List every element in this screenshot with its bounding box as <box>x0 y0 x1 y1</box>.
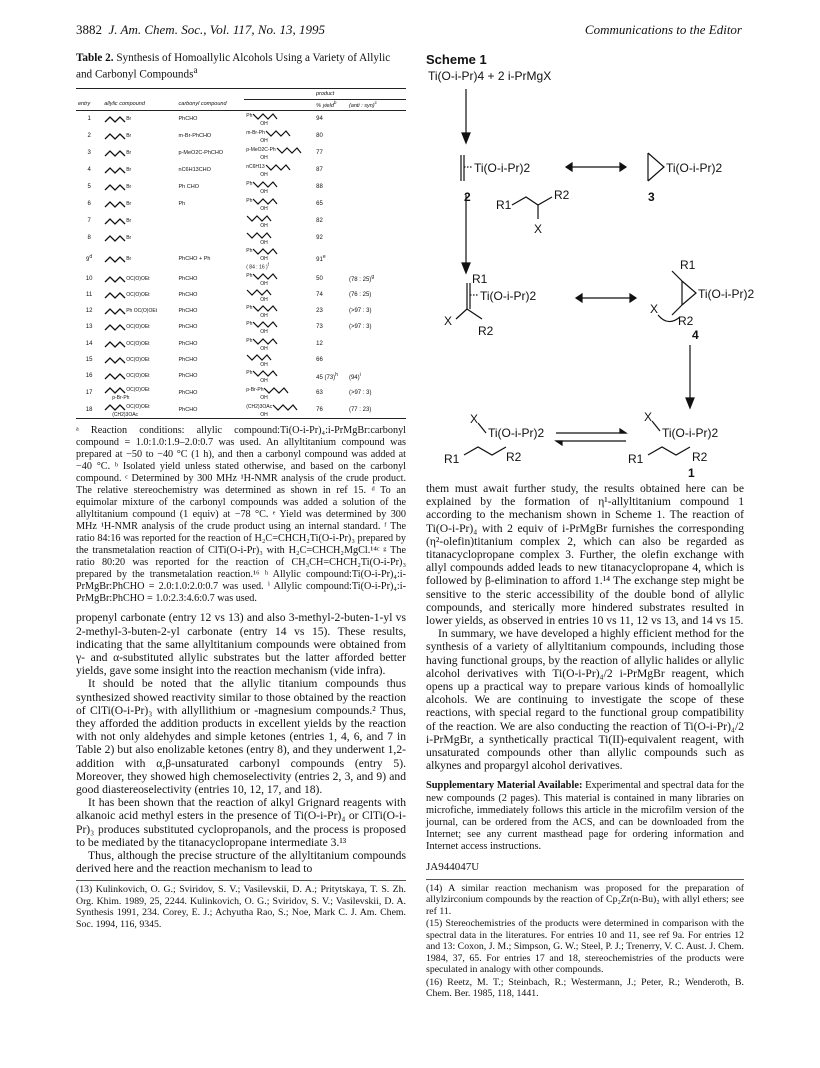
hydroxyl-label: OH <box>260 188 268 195</box>
hydroxyl-label: OH <box>260 296 268 303</box>
product-substituent: Ph <box>246 112 253 119</box>
x-label: X <box>534 222 543 236</box>
yield-value: 50 <box>316 275 323 282</box>
hydroxyl-label: OH <box>260 120 268 127</box>
product-substituent: Ph <box>246 304 253 311</box>
allylic-structure <box>102 178 176 195</box>
anti-syn-ratio: (>97 : 3) <box>348 390 372 397</box>
r2-label: R2 <box>554 188 570 202</box>
paragraph: Thus, although the precise structure of the allyltitanium compounds derived here and the reaction mechanism to lead to <box>76 849 406 876</box>
leaving-group-label: OC(O)OEt <box>126 340 150 347</box>
homoallyl-skeleton <box>252 111 278 121</box>
product-substituent: Ph <box>246 272 253 279</box>
product-structure <box>244 352 314 368</box>
r2-label: R2 <box>678 314 694 328</box>
header-citation <box>76 22 325 38</box>
right-body-text <box>426 482 744 772</box>
page-number: 3882 <box>76 22 102 37</box>
carbonyl-compound: PhCHO <box>178 390 198 397</box>
r1-label: R1 <box>680 258 696 272</box>
carbonyl-compound <box>177 229 245 246</box>
carbonyl-compound: PhCHO <box>177 402 245 419</box>
allyl-skeleton <box>104 339 126 349</box>
product-structure <box>244 195 314 212</box>
paragraph: It has been shown that the reaction of alkyl Grignard reagents with alkanoic acid methyl esters in the presence of Ti(O-i-Pr)₄ or ClTi(O-i-Pr)₃ produces substituted cyclopropanols, and the process is proposed to be mediated by the titanacyclopropane intermediate 3.¹³ <box>76 796 406 849</box>
entry-number: 15 <box>85 356 93 363</box>
yield-value: 88 <box>316 183 323 190</box>
allyl-skeleton <box>104 306 126 316</box>
allylic-structure <box>102 287 176 303</box>
product-structure <box>244 402 314 419</box>
anti-syn-ratio <box>347 246 406 271</box>
journal-name: J. Am. Chem. Soc., Vol. 117, No. 13, 1995 <box>108 22 326 37</box>
hydroxyl-label: OH <box>260 378 268 385</box>
col-ratio: (anti : syn)$^c$ <box>347 99 406 110</box>
leaving-group-label: Br <box>126 200 132 207</box>
entry-number: 10 <box>85 275 93 282</box>
table-row <box>76 195 406 212</box>
anti-syn-ratio: (>97 : 3) <box>348 324 372 331</box>
carbonyl-compound: PhCHO <box>178 373 198 380</box>
homoallyl-skeleton <box>246 230 272 240</box>
allylic-structure <box>102 144 176 161</box>
ti-group-4: Ti(O-i-Pr)2 <box>698 287 755 301</box>
leaving-group-label: OC(O)OEt <box>126 291 150 298</box>
allyl-skeleton <box>104 274 126 284</box>
table-row <box>76 271 406 287</box>
ti-group-bl: Ti(O-i-Pr)2 <box>488 426 545 440</box>
allylic-structure <box>102 161 176 178</box>
r2-label: R2 <box>478 324 494 338</box>
allylic-structure <box>102 368 176 385</box>
product-structure <box>244 110 314 127</box>
yield-value: 66 <box>316 356 323 363</box>
yield-value: 23 <box>316 307 323 314</box>
hydroxyl-label: OH <box>260 154 268 161</box>
col-allylic: allylic compound <box>102 99 176 110</box>
hydroxyl-label: OH <box>260 205 268 212</box>
anti-syn-ratio <box>347 178 406 195</box>
table-row <box>76 110 406 127</box>
anti-syn-ratio: (77 : 23) <box>347 402 406 419</box>
homoallyl-skeleton <box>246 287 272 297</box>
carbonyl-compound: PhCHO <box>178 324 198 331</box>
r2-label: R2 <box>506 450 522 464</box>
leaving-group-label: OC(O)OEt <box>126 404 150 411</box>
compound-1-label: 1 <box>688 466 695 480</box>
allyl-skeleton <box>104 131 126 141</box>
compound-4-label: 4 <box>692 328 699 342</box>
product-substituent: m-Br-Ph <box>246 129 265 136</box>
anti-syn-ratio <box>347 229 406 246</box>
entry-number: 5 <box>87 183 91 190</box>
homoallyl-skeleton <box>265 162 291 172</box>
yield-value: 74 <box>316 291 323 298</box>
product-substituent: Ph <box>246 337 253 344</box>
product-substituent: p-MeO2C-Ph <box>246 146 276 153</box>
leaving-group-label: Br <box>126 115 132 122</box>
yield-value: 73 <box>316 324 323 331</box>
scheme-diagram <box>426 83 755 480</box>
allylic-structure <box>102 229 176 246</box>
right-footnotes <box>426 879 744 1000</box>
entry-number: 6 <box>87 200 91 207</box>
ti-group-br: Ti(O-i-Pr)2 <box>662 426 719 440</box>
anti-syn-ratio <box>347 352 406 368</box>
homoallyl-skeleton <box>246 213 272 223</box>
hydroxyl-label: OH <box>260 222 268 229</box>
yield-value: 80 <box>316 132 323 139</box>
table-label: Table 2. <box>76 52 114 64</box>
allyl-skeleton <box>104 182 126 192</box>
carbonyl-compound <box>177 212 245 229</box>
anti-syn-ratio: (76 : 25) <box>348 291 372 298</box>
hydroxyl-label: OH <box>260 239 268 246</box>
allyl-skeleton <box>104 254 126 264</box>
allyl-skeleton <box>104 290 126 300</box>
ti-group-complex: Ti(O-i-Pr)2 <box>480 289 537 303</box>
hydroxyl-label: OH <box>260 171 268 178</box>
leaving-group-label: Br <box>126 217 132 224</box>
paragraph: In summary, we have developed a highly efficient method for the synthesis of a variety of allyltitanium compounds, including those having functional groups, by the reaction of allylic halides or allylic alcohol derivatives with Ti(O-i-Pr)₄/2 i-PrMgBr reagent, which opens up a practical way to prepare various kinds of homoallylic alcohols. We are continuing to investigate the scope of these reactions, with special regard to the functional group compatibility of the reaction. We are also conducting the reaction of Ti(O-i-Pr)₄/2 i-PrMgBr, a synthetically practical Ti(II)-equivalent reagent, with unsaturated compounds other than allylic compounds such as alkynes and propargyl alcohol derivatives. <box>426 627 744 773</box>
allyl-skeleton <box>104 165 126 175</box>
homoallyl-skeleton <box>252 196 278 206</box>
allylic-structure <box>102 110 176 127</box>
footnote: (14) A similar reaction mechanism was proposed for the preparation of allylzirconium compounds by the reaction of Cp₂Zr(n-Bu)₂ with allyl ethers; see ref 11. <box>426 882 744 917</box>
hydroxyl-label: OH <box>260 329 268 336</box>
hydroxyl-label: OH <box>260 395 268 402</box>
table-row <box>76 229 406 246</box>
carbonyl-compound: PhCHO <box>178 356 198 363</box>
table-caption-text: Synthesis of Homoallylic Alcohols Using a Variety of Allylic and Carbonyl Compounds <box>76 52 391 81</box>
carbonyl-compound: Ph <box>178 200 186 207</box>
anti-syn-ratio: (78 : 25)$^g$ <box>348 274 375 284</box>
carbonyl-compound: Ph CHO <box>178 183 199 190</box>
leaving-group-label: Ph OC(O)OEt <box>126 307 158 314</box>
ti-group-2: Ti(O-i-Pr)2 <box>474 161 531 175</box>
allyl-skeleton <box>104 114 126 124</box>
homoallyl-skeleton <box>252 303 278 313</box>
product-structure <box>244 368 314 385</box>
table-row <box>76 368 406 385</box>
carbonyl-compound: PhCHO <box>178 340 198 347</box>
col-product: product <box>244 88 406 99</box>
yield-value: 87 <box>316 166 323 173</box>
allyl-skeleton <box>104 355 126 365</box>
table-row <box>76 402 406 419</box>
carbonyl-compound: m-Br-PhCHO <box>178 132 212 139</box>
yield-value: 94 <box>316 115 323 122</box>
hydroxyl-label: OH <box>260 280 268 287</box>
allylic-structure <box>102 195 176 212</box>
left-footnotes <box>76 880 406 930</box>
entry-number: 11 <box>85 291 93 298</box>
carbonyl-compound: p-MeO2C-PhCHO <box>178 149 224 156</box>
yield-value: 92 <box>316 234 323 241</box>
product-substituent: p-Br-Ph <box>246 387 264 394</box>
product-structure <box>244 319 314 336</box>
carbonyl-compound: nC6H13CHO <box>178 166 211 173</box>
arrow-head <box>462 133 470 143</box>
allylic-structure <box>102 385 176 402</box>
product-structure <box>244 336 314 352</box>
anti-syn-ratio: (>97 : 3) <box>348 307 372 314</box>
product-substituent: Ph <box>246 321 253 328</box>
right-column <box>426 52 755 1001</box>
anti-syn-ratio: $(94)^i$ <box>348 371 361 381</box>
homoallyl-skeleton <box>252 319 278 329</box>
leaving-group-label: Br <box>126 183 132 190</box>
homoallyl-skeleton <box>263 385 289 395</box>
ti-group-3: Ti(O-i-Pr)2 <box>666 161 723 175</box>
hydroxyl-label: OH <box>260 361 268 368</box>
col-yield: % yield$^b$ <box>314 99 347 110</box>
yield-value: 91e <box>316 254 326 264</box>
footnote: (16) Reetz, M. T.; Steinbach, R.; Westermann, J.; Peter, R.; Wenderoth, B. Chem. Ber. 1985, 118, 1441. <box>426 976 744 1000</box>
allylic-structure <box>102 402 176 419</box>
left-body-text <box>76 611 406 875</box>
allyl-skeleton <box>104 199 126 209</box>
product-structure <box>244 287 314 303</box>
table-row <box>76 319 406 336</box>
product-substituent: Ph <box>246 180 253 187</box>
homoallyl-skeleton <box>276 145 302 155</box>
yield-value: 12 <box>316 340 323 347</box>
product-structure <box>244 178 314 195</box>
x-label: X <box>644 410 653 424</box>
entry-number: 4 <box>87 166 91 173</box>
allyl-skeleton <box>104 371 126 381</box>
product-substituent: nC6H13 <box>246 163 265 170</box>
paragraph: propenyl carbonate (entry 12 vs 13) and also 3-methyl-2-buten-1-yl vs 2-methyl-3-buten-2-yl carbonate (entry 14 vs 15). These results, indicating that the same allyltitanium compounds were obtained from γ- and α-substituted allylic substrates but the latter afforded better yields, gave some insight into the reaction mechanism (vide infra). <box>76 611 406 678</box>
hydroxyl-label: OH <box>260 312 268 319</box>
col-entry: entry <box>76 99 102 110</box>
product-ratio: ( 84 : 16 )$^f$ <box>246 262 269 271</box>
product-structure <box>244 246 314 271</box>
leaving-group-label: Br <box>126 132 132 139</box>
product-substituent: (CH2)3OAc <box>246 404 273 411</box>
allyl-skeleton <box>104 402 126 412</box>
table-row <box>76 144 406 161</box>
footnote: (15) Stereochemistries of the products were determined in comparison with the spectral data in the literatures. For entries 10 and 11, see ref 9a. For entries 12 and 13: Coxon, J. M.; Simpson, G. W.; Steel, P. J.; Trenerry, V. C. Aust. J. Chem. 1984, 37, 65. For entries 17 and 18, stereochemistries of the products were speculated in analogy with other compounds. <box>426 918 744 976</box>
homoallyl-skeleton <box>252 336 278 346</box>
paragraph: It should be noted that the allylic titanium compounds thus synthesized showed reactivity similar to those obtained by the reaction of ClTi(O-i-Pr)₃ with allyllithium or -magnesium compounds.² Thus, they afforded the addition products in excellent yields by the reaction with not only aldehydes and simple ketones (entries 1, 4, 6, and 7 in Table 2) but also enolizable ketones (entry 8), and they underwent 1,2-addition with α,β-unsaturated carbonyl compounds (entry 5). Moreover, they showed high chemoselectivity (entries 2, 3, and 9) and good diastereoselectivity (entries 10, 12, 17, and 18). <box>76 677 406 797</box>
leaving-group-label: Br <box>126 255 132 262</box>
product-structure <box>244 385 314 402</box>
substituent-label: (CH2)3OAc <box>112 412 139 419</box>
leaving-group-label: OC(O)OEt <box>126 373 150 380</box>
allyl-skeleton <box>104 233 126 243</box>
anti-syn-ratio <box>347 110 406 127</box>
allyl-skeleton <box>104 385 126 395</box>
table-row <box>76 352 406 368</box>
yield-value: 82 <box>316 217 323 224</box>
homoallyl-skeleton <box>252 179 278 189</box>
leaving-group-label: OC(O)OEt <box>126 387 150 394</box>
entry-number: 14 <box>85 340 93 347</box>
allylic-structure <box>102 336 176 352</box>
homoallyl-skeleton <box>252 246 278 256</box>
carbonyl-compound: PhCHO <box>178 115 198 122</box>
yield-value: 77 <box>316 149 323 156</box>
paragraph: them must await further study, the results obtained here can be explained by the formation of η¹-allyltitanium compound 1 according to the mechanism shown in Scheme 1. The reaction of Ti(O-i-Pr)₄ with 2 equiv of i-PrMgBr furnishes the corresponding (η²-olefin)titanium complex 2, which can also be regarded as titanacyclopropane complex 3. Further, the olefin exchange with allyl compounds added leads to new titanacyclopropane 4, which is followed by β-elimination to afford 1.¹⁴ The exchange step might be sensitive to the steric accessibility of the double bond of allylic compounds, and sterically more hindered substrates resulted in lower yields, as observed in entries 10 vs 11, 12 vs 13, and 14 vs 15. <box>426 482 744 628</box>
product-structure <box>244 144 314 161</box>
product-structure <box>244 161 314 178</box>
left-column <box>76 52 406 931</box>
entry-number: 16 <box>85 373 93 380</box>
entry-number: 17 <box>85 390 93 397</box>
carbonyl-compound: PhCHO <box>178 291 198 298</box>
entry-number: 12 <box>85 307 93 314</box>
product-structure <box>244 212 314 229</box>
x-label: X <box>650 302 659 316</box>
homoallyl-skeleton <box>265 128 291 138</box>
entry-number: 18 <box>76 402 102 419</box>
col-carbonyl: carbonyl compound <box>177 99 245 110</box>
section-title: Communications to the Editor <box>584 22 742 37</box>
product-substituent: Ph <box>246 197 253 204</box>
entry-number: 8 <box>87 234 91 241</box>
table-caption-mark: a <box>193 66 198 76</box>
yield-value: 45 $(73)^h$ <box>316 371 338 381</box>
anti-syn-ratio <box>347 212 406 229</box>
anti-syn-ratio <box>347 161 406 178</box>
allylic-structure <box>102 271 176 287</box>
anti-syn-ratio <box>347 144 406 161</box>
carbonyl-compound: PhCHO <box>178 275 198 282</box>
product-structure <box>244 303 314 319</box>
table-footnotes: ᵃ Reaction conditions: allylic compound:Ti(O-i-Pr)₄:i-PrMgBr:carbonyl compound = 1.0:1.0:1.9–2.0:0.7 was used. An allyltitanium compound was prepared at −50 to −40 °C (1 h), and then a carbonyl compound was added at −40 °C. ᵇ Isolated yield unless stated otherwise, and based on the carbonyl compound. ᶜ Determined by 300 MHz ¹H-NMR analysis of the crude product. The relative stereochemistry was determined as shown in ref 15. ᵈ To an equimolar mixture of the carbonyl compounds was added a solution of the allyltitanium compound (1 equiv) at −78 °C. ᵉ Yield was determined by 300 MHz ¹H-NMR analysis of the crude product using an internal standard. ᶠ The ratio 84:16 was reported for the reaction of H₂C=CHCH₂Ti(O-i-Pr)₃ prepared by the transmetalation reaction of ClTi(O-i-Pr)₃ with H₂C=CHCH₂MgCl.¹⁴ᶜ ᵍ The ratio 80:20 was reported for the reaction of CH₃CH=CHCH₂Ti(O-i-Pr)₃ prepared by the transmetalation reaction.¹⁶ ʰ Allylic compound:Ti(O-i-Pr)₄:i-PrMgBr:PhCHO = 2.0:1.0:2.0:0.7 was used. ⁱ Allylic compound:Ti(O-i-Pr)₄:i-PrMgBr:PhCHO = 1.0:2.3:4.6:0.7 was used. <box>76 425 406 605</box>
entry-number: 1 <box>87 115 91 122</box>
entry-number: 7 <box>87 217 91 224</box>
x-label: X <box>470 412 479 426</box>
leaving-group-label: OC(O)OEt <box>126 356 150 363</box>
allylic-structure <box>102 212 176 229</box>
product-substituent: Ph <box>246 248 253 255</box>
carbonyl-compound: PhCHO <box>178 307 198 314</box>
table-row <box>76 385 406 402</box>
r1-label: R1 <box>628 452 644 466</box>
homoallyl-skeleton <box>252 368 278 378</box>
scheme-1 <box>426 52 755 480</box>
homoallyl-skeleton <box>272 402 298 412</box>
anti-syn-ratio <box>347 127 406 144</box>
yield-value: 76 <box>314 402 347 419</box>
table-row <box>76 336 406 352</box>
entry-number: 13 <box>85 324 93 331</box>
leaving-group-label: OC(O)OEt <box>126 324 150 331</box>
hydroxyl-label: OH <box>260 137 268 144</box>
allylic-structure <box>102 303 176 319</box>
allylic-structure <box>102 319 176 336</box>
allylic-structure <box>102 352 176 368</box>
anti-syn-ratio <box>347 336 406 352</box>
allylic-structure <box>102 246 176 271</box>
leaving-group-label: Br <box>126 166 132 173</box>
product-structure <box>244 229 314 246</box>
product-substituent: Ph <box>246 370 253 377</box>
table-row <box>76 161 406 178</box>
supplementary-material <box>426 780 744 853</box>
entry-number: 9$^d$ <box>86 254 93 264</box>
compound-2-label: 2 <box>464 190 471 204</box>
table-row <box>76 287 406 303</box>
product-structure <box>244 271 314 287</box>
carbonyl-compound: PhCHO + Ph <box>178 255 211 262</box>
substituent-label: p-Br-Ph <box>112 395 130 402</box>
hydroxyl-label: OH <box>260 345 268 352</box>
page-header <box>76 22 742 40</box>
scheme-reagents: Ti(O-i-Pr)4 + 2 i-PrMgX <box>428 69 552 83</box>
allyl-skeleton <box>104 216 126 226</box>
table-row <box>76 303 406 319</box>
hydroxyl-label: OH <box>260 412 268 419</box>
r1-label: R1 <box>472 272 488 286</box>
r2-label: R2 <box>692 450 708 464</box>
homoallyl-skeleton <box>246 352 272 362</box>
supplementary-text: Experimental and spectral data for the new compounds (2 pages). This material is contained in many libraries on microfiche, immediately follows this article in the microfilm version of the journal, can be ordered from the ACS, and can be downloaded from the Internet; see any current masthead page for ordering information and Internet access instructions. <box>426 780 745 853</box>
allylic-structure <box>102 127 176 144</box>
x-label: X <box>444 314 453 328</box>
allyl-skeleton <box>104 322 126 332</box>
anti-syn-ratio <box>347 195 406 212</box>
compound-3-label: 3 <box>648 190 655 204</box>
allyl-skeleton <box>104 148 126 158</box>
manuscript-code: JA944047U <box>426 860 480 873</box>
supplementary-heading: Supplementary Material Available: <box>426 780 583 792</box>
leaving-group-label: OC(O)OEt <box>126 275 150 282</box>
entry-number: 3 <box>87 149 91 156</box>
leaving-group-label: Br <box>126 234 132 241</box>
scheme-title: Scheme 1 <box>426 52 487 67</box>
table-row <box>76 246 406 271</box>
leaving-group-label: Br <box>126 149 132 156</box>
results-table <box>76 88 406 420</box>
footnote: (13) Kulinkovich, O. G.; Sviridov, S. V.; Vasilevskii, D. A.; Pritytskaya, T. S. Zh. Org. Khim. 1989, 25, 2244. Kulinkovich, O. G.; Sviridov, S. V.; Vasilevskii, D. A. Synthesis 1991, 234. Corey, E. J.; Achyutha Rao, S.; Noe, Mark C. J. Am. Chem. Soc. 1994, 116, 9345. <box>76 884 406 930</box>
table-row <box>76 212 406 229</box>
table-caption <box>76 52 406 82</box>
r1-label: R1 <box>444 452 460 466</box>
homoallyl-skeleton <box>252 271 278 281</box>
yield-value: 63 <box>316 390 323 397</box>
hydroxyl-label: OH <box>260 256 268 263</box>
table-row <box>76 178 406 195</box>
entry-number: 2 <box>87 132 91 139</box>
product-structure <box>244 127 314 144</box>
r1-label: R1 <box>496 198 512 212</box>
yield-value: 65 <box>316 200 323 207</box>
table-row <box>76 127 406 144</box>
